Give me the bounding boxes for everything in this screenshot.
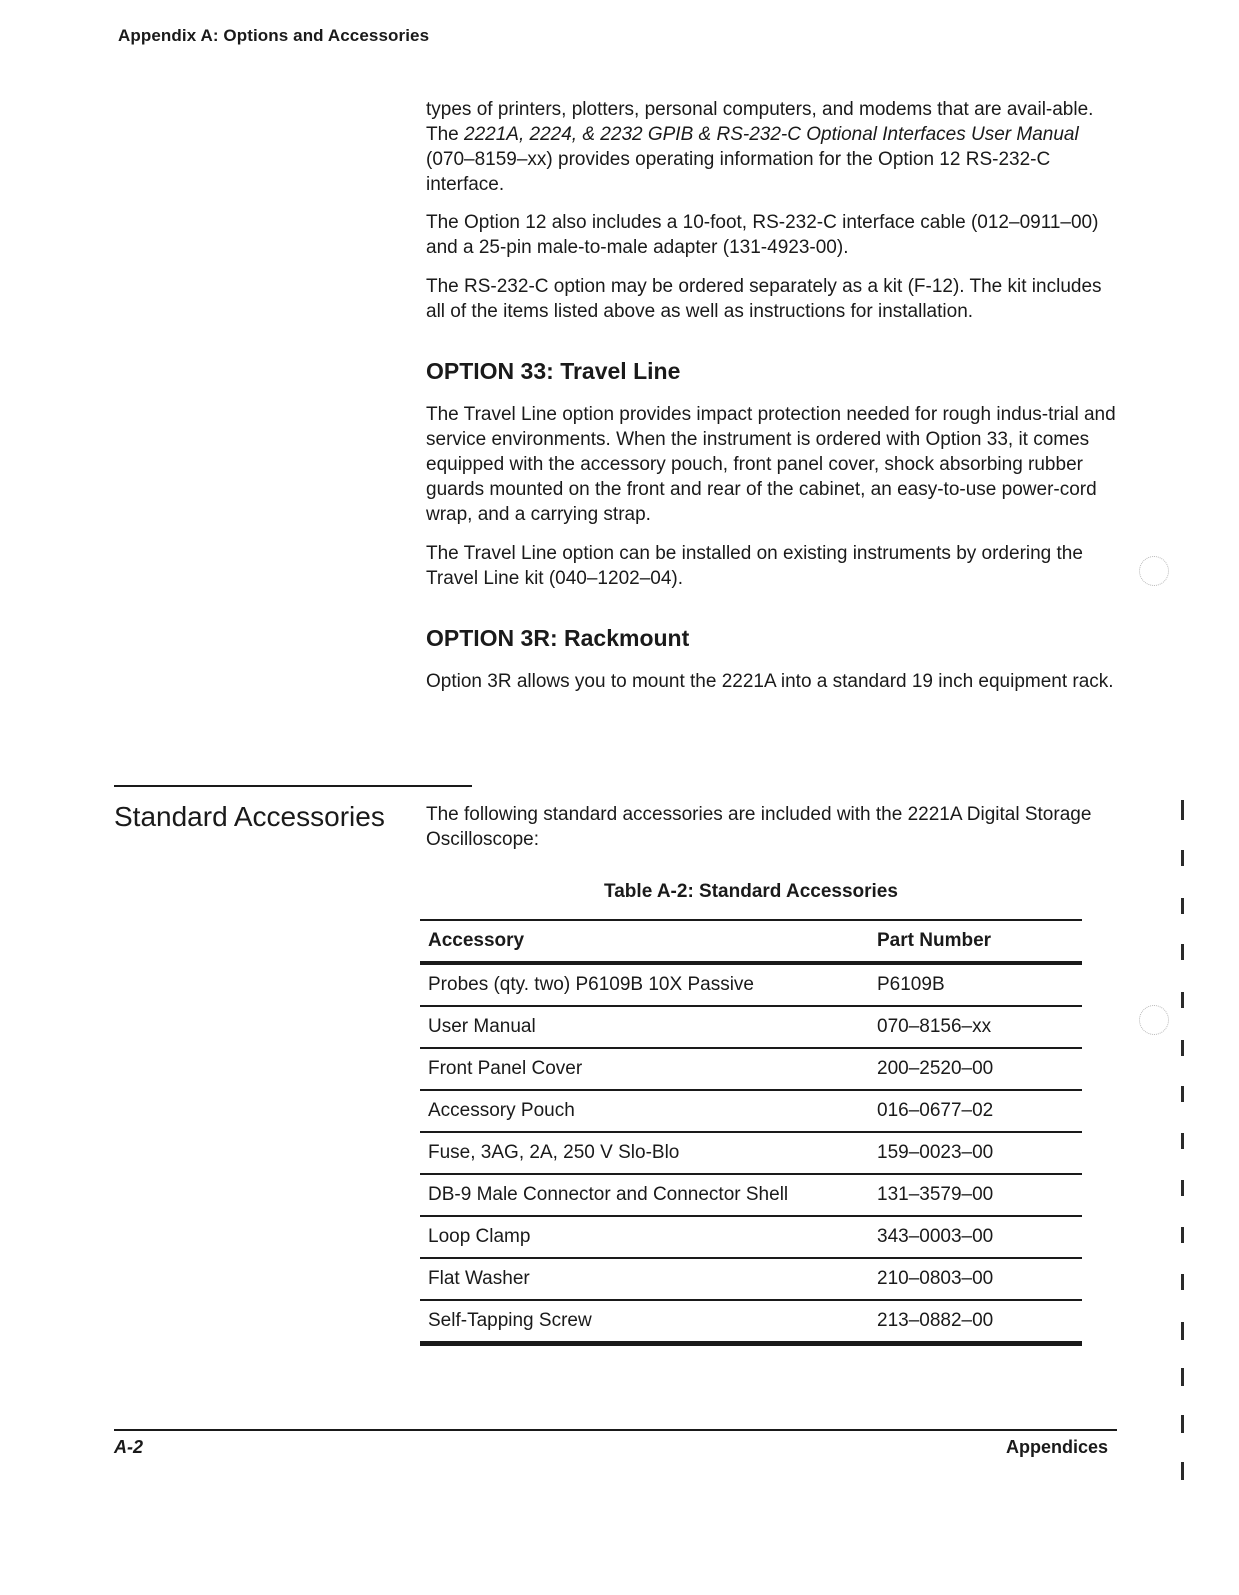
header-part-number: Part Number	[877, 930, 992, 951]
rs232-p1-text-b: (070–8159–xx) provides operating information for the Option 12 RS-232-C interface.	[426, 149, 1051, 195]
option-33-p1-text: The Travel Line option provides impact protection needed for rough indus-trial and service environments. When the instrument is ordered with Option 33, it comes equipped with the accessory pouch, front panel cover, shock absorbing rubber guards mounted on the front and rear of the cabinet, an easy-to-use power-cord wrap, and a carrying strap.	[426, 404, 1116, 525]
option-33-heading: OPTION 33: Travel Line	[426, 358, 681, 384]
accessory-cell: Fuse, 3AG, 2A, 250 V Slo-Blo	[428, 1142, 680, 1163]
table-row	[420, 1091, 1082, 1133]
part-number-cell: 343–0003–00	[877, 1226, 994, 1247]
option-3r-p1-text: Option 3R allows you to mount the 2221A into a standard 19 inch equipment rack.	[426, 671, 1114, 692]
part-number-cell: 210–0803–00	[877, 1268, 994, 1289]
binding-mark	[1181, 850, 1184, 866]
punch-hole-mark	[1139, 556, 1169, 586]
standard-intro-text: The following standard accessories are included with the 2221A Digital Storage Oscilloscope:	[426, 804, 1092, 850]
binding-mark	[1181, 1368, 1184, 1386]
part-number-cell: 131–3579–00	[877, 1184, 994, 1205]
footer-section: Appendices	[1005, 1437, 1108, 1457]
table-row	[420, 965, 1082, 1007]
option-3r-paragraph	[426, 669, 1116, 694]
binding-mark	[1181, 1415, 1184, 1433]
table-row	[420, 1049, 1082, 1091]
binding-mark	[1181, 1040, 1184, 1056]
accessory-cell: Probes (qty. two) P6109B 10X Passive	[428, 974, 754, 995]
table-row	[420, 1007, 1082, 1049]
accessory-cell: User Manual	[428, 1016, 536, 1037]
table-header-row	[420, 921, 1082, 965]
binding-mark	[1181, 1227, 1184, 1243]
running-head: Appendix A: Options and Accessories	[118, 26, 430, 45]
binding-mark	[1181, 1322, 1184, 1340]
table-row	[420, 1259, 1082, 1301]
manual-title: 2221A, 2224, & 2232 GPIB & RS-232-C Optional Interfaces User Manual	[464, 124, 1079, 145]
option-33-paragraph-2	[426, 541, 1116, 591]
part-number-cell: 016–0677–02	[877, 1100, 994, 1121]
binding-mark	[1181, 944, 1184, 960]
accessory-cell: Self-Tapping Screw	[428, 1310, 592, 1331]
rs232-paragraph-2	[426, 210, 1116, 260]
accessories-table	[420, 919, 1082, 1346]
binding-mark	[1181, 1274, 1184, 1290]
accessory-cell: DB-9 Male Connector and Connector Shell	[428, 1184, 789, 1205]
binding-mark	[1181, 992, 1184, 1008]
rs232-paragraph-1	[426, 97, 1116, 197]
footer-rule	[114, 1429, 1117, 1431]
binding-mark	[1181, 1133, 1184, 1149]
table-caption: Table A-2: Standard Accessories	[604, 881, 898, 902]
standard-accessories-intro	[426, 802, 1116, 852]
accessory-cell: Front Panel Cover	[428, 1058, 583, 1079]
accessory-cell: Loop Clamp	[428, 1226, 531, 1247]
accessory-cell: Accessory Pouch	[428, 1100, 575, 1121]
rs232-p1-text-a: types of printers, plotters, personal computers, and modems that are avail-able. The	[426, 99, 1094, 145]
part-number-cell: 200–2520–00	[877, 1058, 994, 1079]
table-row	[420, 1217, 1082, 1259]
part-number-cell: 213–0882–00	[877, 1310, 994, 1331]
binding-mark	[1181, 1086, 1184, 1102]
header-accessory: Accessory	[428, 930, 525, 951]
rs232-p3-text: The RS-232-C option may be ordered separately as a kit (F-12). The kit includes all of the items listed above as well as instructions for installation.	[426, 276, 1102, 322]
page-number: A-2	[114, 1437, 144, 1457]
section-rule	[114, 785, 472, 787]
option-3r-heading: OPTION 3R: Rackmount	[426, 625, 690, 651]
table-row	[420, 1301, 1082, 1346]
binding-mark	[1181, 1180, 1184, 1196]
option-33-p2-text: The Travel Line option can be installed on existing instruments by ordering the Travel Line kit (040–1202–04).	[426, 543, 1083, 589]
binding-mark	[1181, 1462, 1184, 1480]
accessory-cell: Flat Washer	[428, 1268, 530, 1289]
table-row	[420, 1175, 1082, 1217]
part-number-cell: 070–8156–xx	[877, 1016, 992, 1037]
option-33-paragraph-1	[426, 402, 1116, 527]
punch-hole-mark	[1139, 1005, 1169, 1035]
rs232-paragraph-3	[426, 274, 1116, 324]
table-row	[420, 1133, 1082, 1175]
binding-mark	[1181, 898, 1184, 914]
part-number-cell: 159–0023–00	[877, 1142, 994, 1163]
part-number-cell: P6109B	[877, 974, 945, 995]
rs232-p2-text: The Option 12 also includes a 10-foot, RS-232-C interface cable (012–0911–00) and a 25-pin male-to-male adapter (131-4923-00).	[426, 212, 1099, 258]
standard-accessories-heading: Standard Accessories	[114, 801, 385, 832]
binding-mark	[1181, 800, 1184, 820]
